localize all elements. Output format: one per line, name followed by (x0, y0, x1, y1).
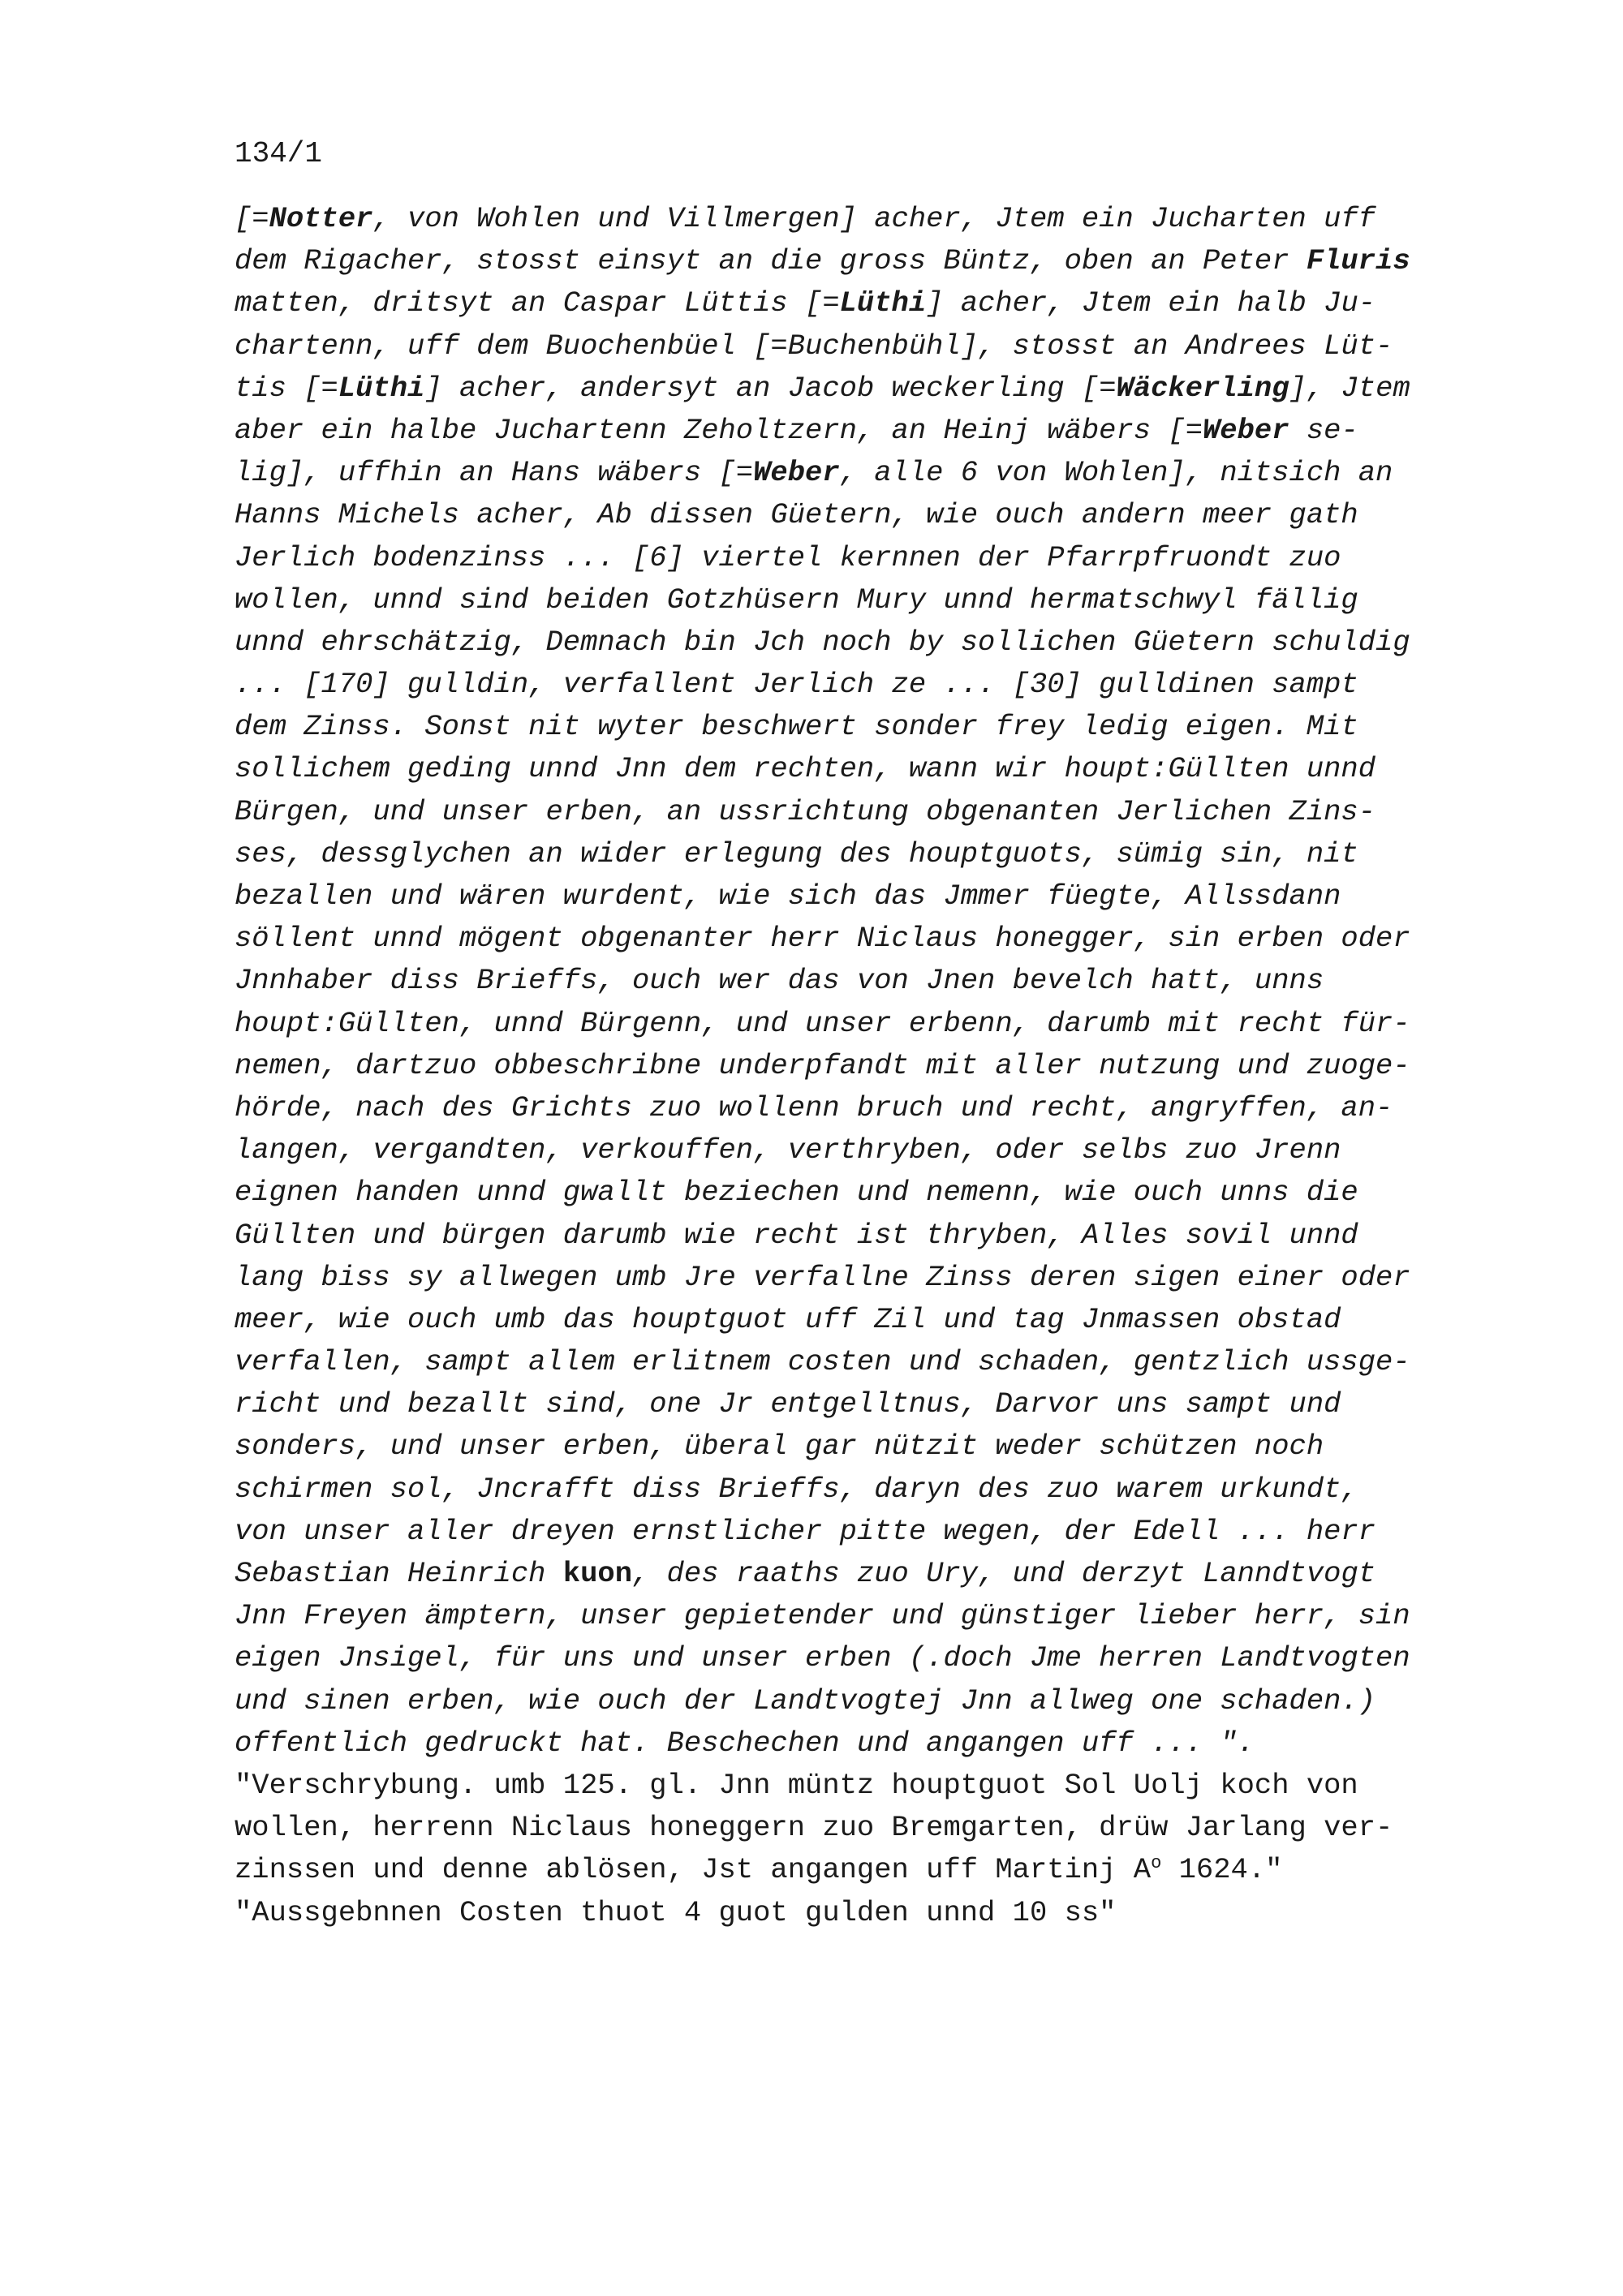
name-highlight: kuon (562, 1557, 632, 1590)
text-segment: Jnn Freyen ämptern, unser gepietender und günstiger lieber herr, sin (235, 1599, 1410, 1633)
text-line (235, 1003, 1582, 1045)
text-segment: unnd ehrschätzig, Demnach bin Jch noch by sollichen Güetern schuldig (235, 625, 1410, 659)
text-line (235, 240, 1582, 282)
text-segment: Güllten und bürgen darumb wie recht ist thryben, Alles sovil unnd (235, 1218, 1358, 1252)
text-segment: und sinen erben, wie ouch der Landtvogtej Jnn allweg one schaden.) (235, 1683, 1376, 1718)
text-line (235, 1129, 1582, 1172)
text-line (235, 791, 1582, 833)
text-line (235, 960, 1582, 1002)
text-line (235, 1299, 1582, 1341)
name-highlight: Lüthi (839, 286, 927, 320)
text-segment: lang biss sy allwegen umb Jre verfallne Zinss deren sigen einer oder (235, 1260, 1410, 1294)
text-segment: verfallen, sampt allem erlitnem costen und schaden, gentzlich ussge- (235, 1345, 1410, 1379)
text-line (235, 1849, 1582, 1891)
text-line (235, 748, 1582, 790)
text-segment: bezallen und wären wurdent, wie sich das Jmmer füegte, Allssdann (235, 879, 1341, 913)
name-highlight: Wäckerling (1116, 371, 1289, 405)
text-segment: ] acher, Jtem ein halb Ju- (926, 286, 1376, 320)
text-segment: ], Jtem (1289, 371, 1410, 405)
text-segment: [= (235, 202, 269, 235)
text-segment: langen, vergandten, verkouffen, verthryben, oder selbs zuo Jrenn (235, 1133, 1341, 1167)
text-segment: eignen handen unnd gwallt beziechen und nemenn, wie ouch unns die (235, 1176, 1358, 1210)
text-line (235, 1215, 1582, 1257)
name-highlight: Notter (269, 202, 373, 235)
superscript: o (1151, 1853, 1162, 1874)
text-segment: , alle 6 von Wohlen], nitsich an (839, 456, 1393, 490)
text-segment: ... [170] gulldin, verfallent Jerlich ze ... [30] gulldinen sampt (235, 668, 1358, 702)
text-line (235, 494, 1582, 536)
text-segment: , von Wohlen und Villmergen] acher, Jtem ein Jucharten uff (372, 202, 1376, 235)
text-line (235, 1595, 1582, 1637)
text-line (235, 706, 1582, 748)
text-line (235, 1511, 1582, 1553)
text-line (235, 537, 1582, 579)
text-segment: chartenn, uff dem Buochenbüel [=Buchenbühl], stosst an Andrees Lüt- (235, 329, 1393, 363)
text-segment: nemen, dartzuo obbeschribne underpfandt mit aller nutzung und zuoge- (235, 1048, 1410, 1082)
text-line (235, 621, 1582, 664)
text-line (235, 1807, 1582, 1849)
text-line (235, 1383, 1582, 1425)
text-line (235, 1045, 1582, 1087)
text-segment: matten, dritsyt an Caspar Lüttis [= (235, 286, 840, 320)
text-segment: , des raaths zuo Ury, und derzyt Lanndtvogt (632, 1557, 1376, 1590)
text-line (235, 282, 1582, 325)
text-segment: offentlich gedruckt hat. Beschechen und angangen uff ... ". (235, 1726, 1255, 1760)
text-line (235, 452, 1582, 494)
name-highlight: Lüthi (338, 371, 425, 405)
text-segment: aber ein halbe Juchartenn Zeholtzern, an Heinj wäbers [= (235, 413, 1203, 447)
text-line (235, 1553, 1582, 1595)
text-segment: dem Zinss. Sonst nit wyter beschwert sonder frey ledig eigen. Mit (235, 710, 1358, 744)
text-line (235, 410, 1582, 452)
text-segment: Bürgen, und unser erben, an ussrichtung obgenanten Jerlichen Zins- (235, 794, 1376, 828)
transcription-text (235, 198, 1582, 1934)
text-segment: Jerlich bodenzinss ... [6] viertel kernnen der Pfarrpfruondt zuo (235, 540, 1341, 574)
text-segment: hörde, nach des Grichts zuo wollenn bruch und recht, angryffen, an- (235, 1090, 1393, 1124)
text-segment: houpt:Güllten, unnd Bürgenn, und unser erbenn, darumb mit recht für- (235, 1006, 1410, 1040)
text-line (235, 664, 1582, 706)
text-line (235, 1468, 1582, 1511)
text-segment: Hanns Michels acher, Ab dissen Güetern, wie ouch andern meer gath (235, 498, 1358, 532)
text-segment: dem Rigacher, stosst einsyt an die gross Büntz, oben an Peter (235, 244, 1307, 278)
text-segment: ses, dessglychen an wider erlegung des houptguots, sümig sin, nit (235, 836, 1358, 871)
text-line (235, 1892, 1582, 1934)
text-line (235, 1765, 1582, 1807)
name-highlight: Weber (753, 456, 840, 490)
text-segment: zinssen und denne ablösen, Jst angangen uff Martinj A (235, 1853, 1152, 1887)
text-segment: wollen, unnd sind beiden Gotzhüsern Mury unnd hermatschwyl fällig (235, 583, 1358, 617)
page-number: 134/1 (235, 137, 323, 170)
text-line (235, 368, 1582, 410)
text-segment: ] acher, andersyt an Jacob weckerling [= (424, 371, 1117, 405)
text-line (235, 833, 1582, 875)
text-line (235, 198, 1582, 240)
text-segment: 1624." (1161, 1853, 1283, 1887)
text-line (235, 1257, 1582, 1299)
text-segment: sonders, und unser erben, überal gar nützit weder schützen noch (235, 1430, 1324, 1464)
text-line (235, 1680, 1582, 1722)
name-highlight: Fluris (1306, 244, 1410, 278)
text-line (235, 1341, 1582, 1383)
text-segment: lig], uffhin an Hans wäbers [= (235, 456, 754, 490)
text-segment: söllent unnd mögent obgenanter herr Niclaus honegger, sin erben oder (235, 922, 1410, 956)
text-segment: "Verschrybung. umb 125. gl. Jnn müntz houptguot Sol Uolj koch von (235, 1768, 1358, 1802)
text-line (235, 1722, 1582, 1765)
text-segment: meer, wie ouch umb das houptguot uff Zil und tag Jnmassen obstad (235, 1302, 1341, 1336)
name-highlight: Weber (1203, 413, 1289, 447)
text-line (235, 1087, 1582, 1129)
text-segment: schirmen sol, Jncrafft diss Brieffs, daryn des zuo warem urkundt, (235, 1472, 1358, 1506)
text-segment: Jnnhaber diss Brieffs, ouch wer das von Jnen bevelch hatt, unns (235, 964, 1324, 998)
text-line (235, 875, 1582, 918)
text-line (235, 579, 1582, 621)
text-segment: wollen, herrenn Niclaus honeggern zuo Bremgarten, drüw Jarlang ver- (235, 1811, 1393, 1845)
text-line (235, 918, 1582, 960)
text-segment: richt und bezallt sind, one Jr entgelltnus, Darvor uns sampt und (235, 1387, 1341, 1421)
text-line (235, 1425, 1582, 1468)
text-segment: tis [= (235, 371, 338, 405)
text-line (235, 325, 1582, 368)
text-line (235, 1637, 1582, 1679)
text-segment: sollichem geding unnd Jnn dem rechten, wann wir houpt:Güllten unnd (235, 752, 1376, 786)
text-segment: von unser aller dreyen ernstlicher pitte wegen, der Edell ... herr (235, 1514, 1376, 1548)
text-segment: se- (1289, 413, 1358, 447)
text-segment: "Aussgebnnen Costen thuot 4 guot gulden unnd 10 ss" (235, 1895, 1117, 1929)
text-line (235, 1172, 1582, 1214)
text-segment: Sebastian Heinrich (235, 1557, 563, 1590)
text-segment: eigen Jnsigel, für uns und unser erben (.doch Jme herren Landtvogten (235, 1641, 1410, 1675)
